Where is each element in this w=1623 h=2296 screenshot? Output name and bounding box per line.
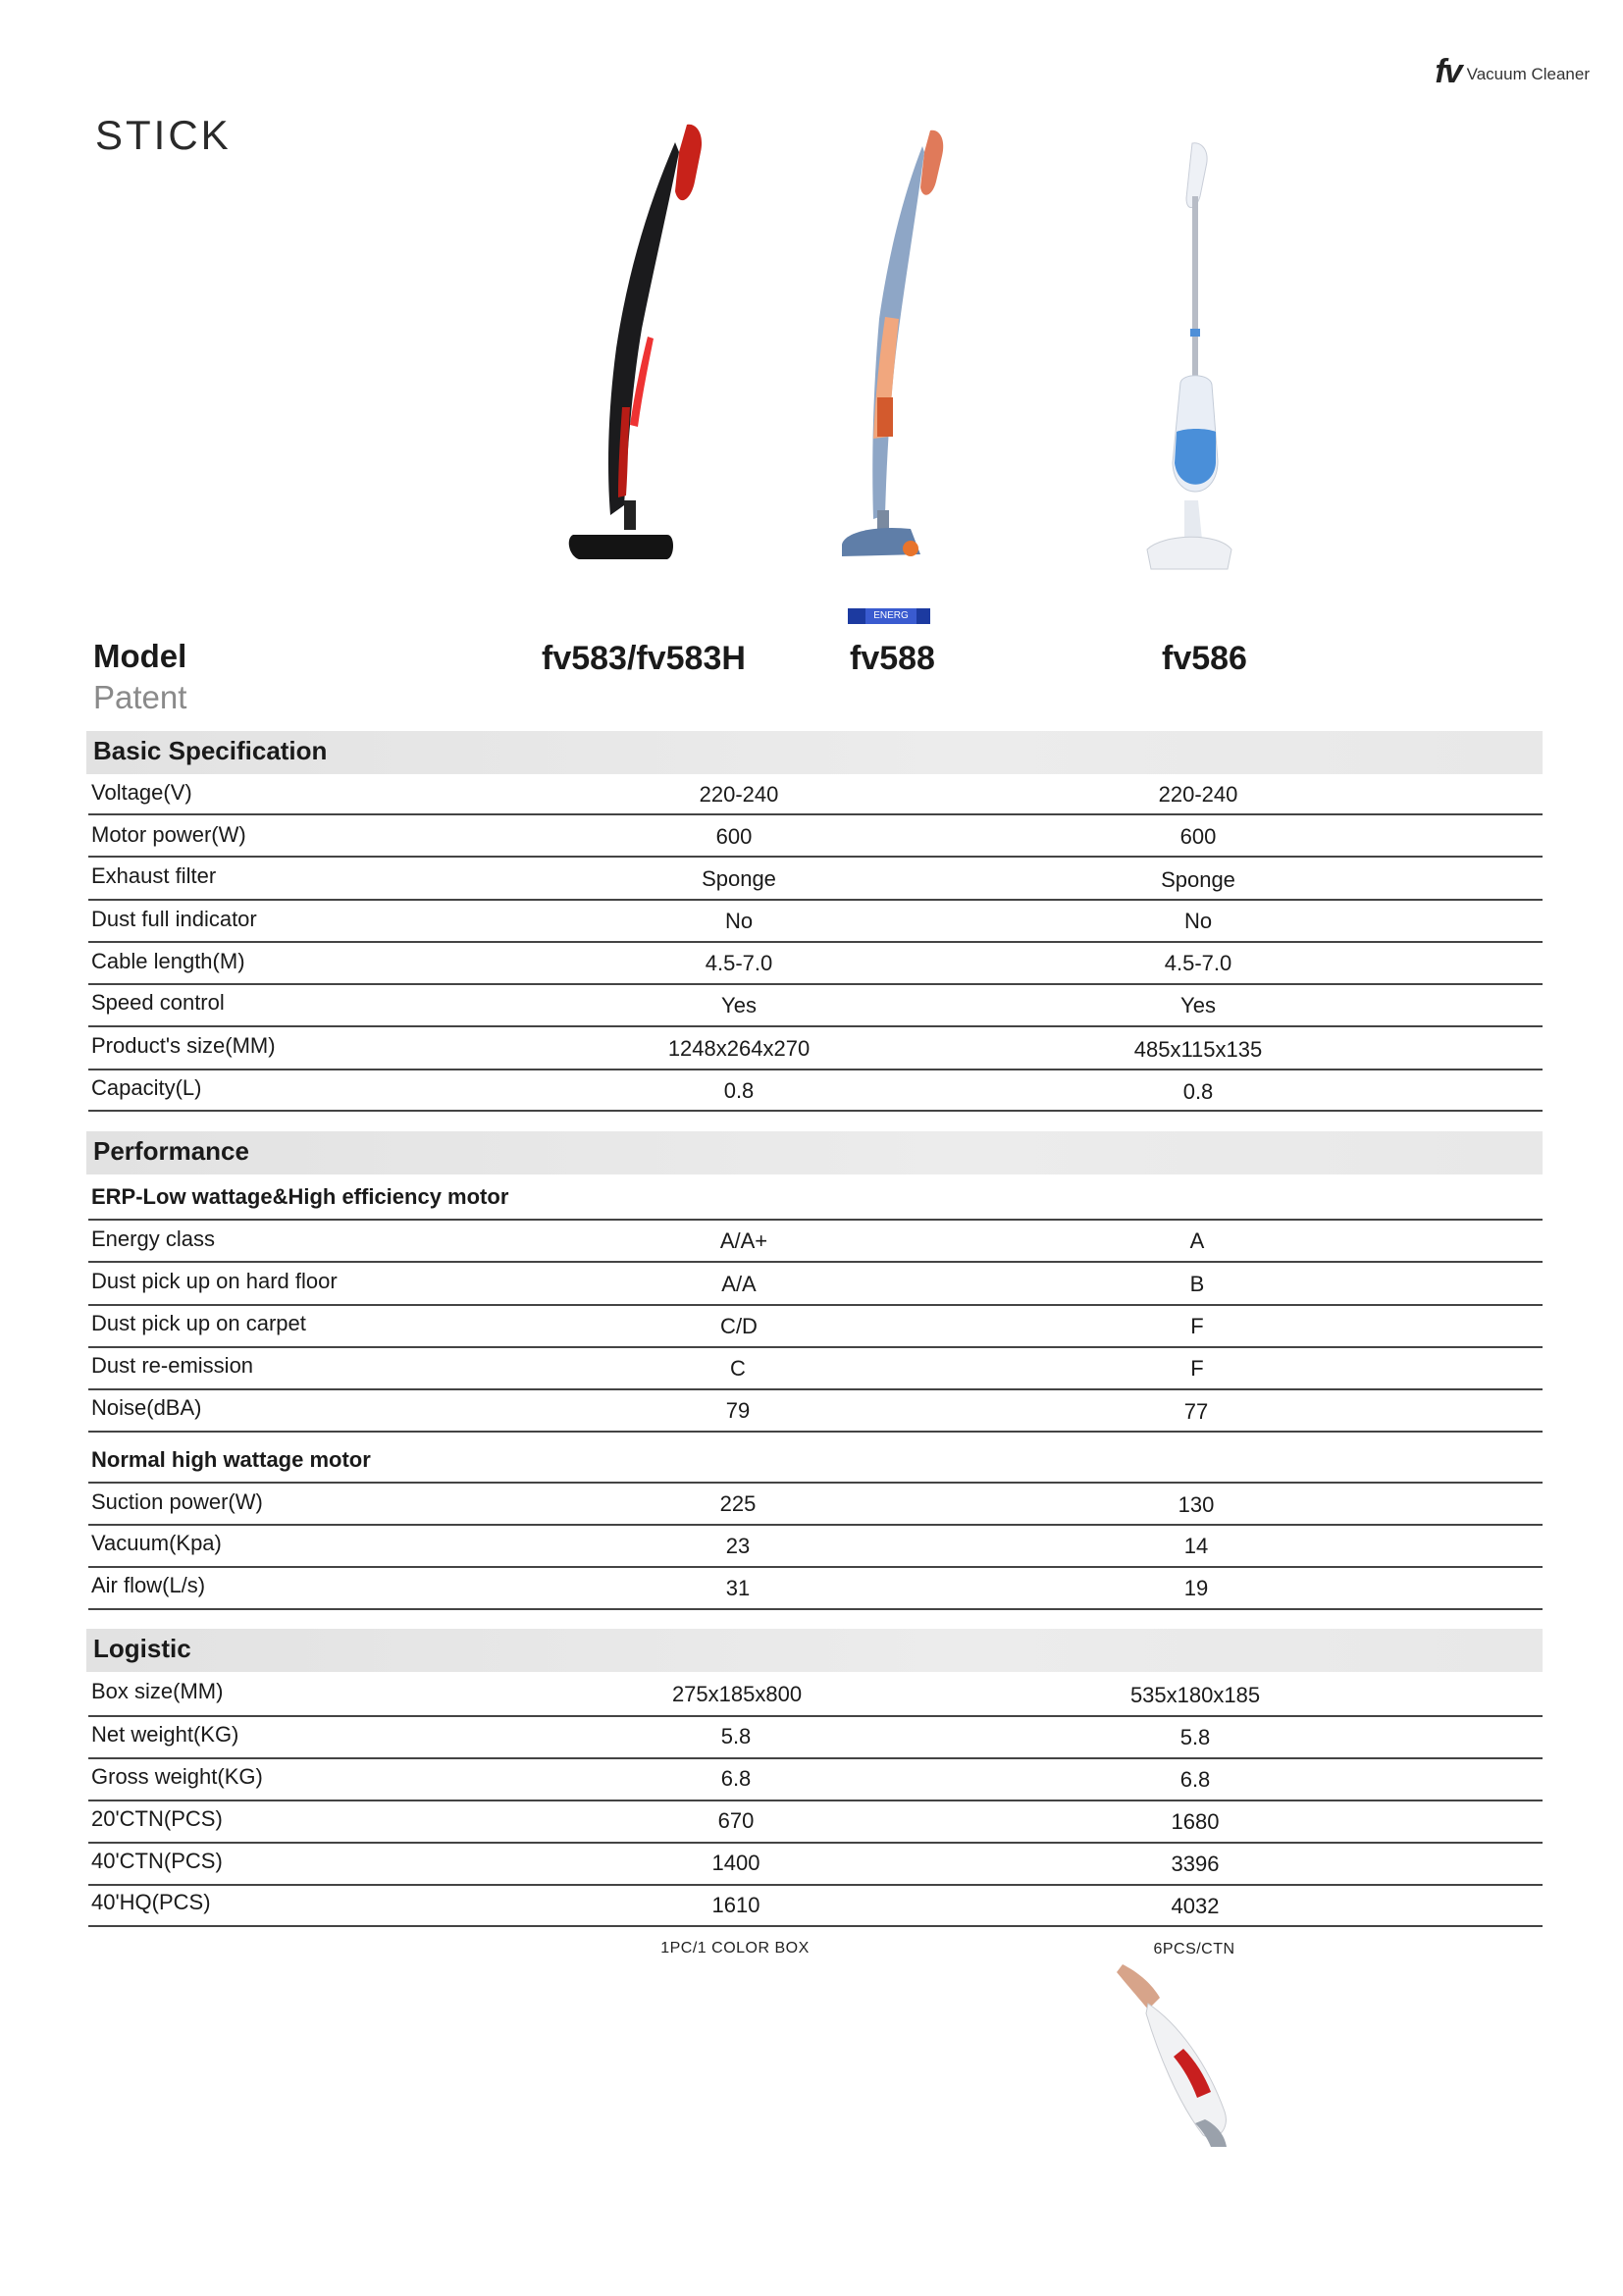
patent-label: Patent xyxy=(93,679,187,715)
spec-value: 1610 xyxy=(711,1893,760,1917)
spec-value: 5.8 xyxy=(720,1724,752,1748)
spec-value: 220-240 xyxy=(699,782,779,807)
row-divider xyxy=(88,1110,1543,1112)
spec-value: C/D xyxy=(720,1314,758,1338)
packaging-note-col1: 1PC/1 COLOR BOX xyxy=(660,1940,810,1957)
spec-value: Sponge xyxy=(702,866,776,891)
brand xyxy=(1435,55,1590,88)
row-divider xyxy=(88,1025,1543,1027)
spec-value: 19 xyxy=(1183,1576,1209,1600)
product-image-fv586 xyxy=(1133,137,1251,589)
spec-label: 40'CTN(PCS) xyxy=(91,1849,223,1873)
spec-value: 4.5-7.0 xyxy=(705,951,773,975)
spec-label: Dust full indicator xyxy=(91,907,257,931)
row-divider xyxy=(88,1715,1543,1717)
row-divider xyxy=(88,1304,1543,1306)
row-divider xyxy=(88,1431,1543,1433)
section-title-performance: Performance xyxy=(93,1136,249,1166)
spec-value: Sponge xyxy=(1161,867,1235,892)
spec-value: 5.8 xyxy=(1179,1725,1211,1749)
spec-label: Dust pick up on carpet xyxy=(91,1311,306,1335)
section-band-logistic xyxy=(86,1629,1543,1672)
spec-value: 225 xyxy=(719,1491,757,1516)
row-divider xyxy=(88,1482,1543,1484)
row-divider xyxy=(88,1800,1543,1801)
spec-label: Cable length(M) xyxy=(91,949,245,973)
spec-value: 3396 xyxy=(1171,1852,1220,1876)
row-divider xyxy=(88,1608,1543,1610)
spec-label: Exhaust filter xyxy=(91,863,217,888)
model-name-fv588: fv588 xyxy=(850,640,935,677)
model-label: Model xyxy=(93,638,187,674)
spec-label: Capacity(L) xyxy=(91,1075,202,1100)
spec-value: 31 xyxy=(725,1576,751,1600)
spec-label: Dust pick up on hard floor xyxy=(91,1269,338,1293)
row-divider xyxy=(88,856,1543,858)
spec-label: Suction power(W) xyxy=(91,1489,263,1514)
spec-label: Noise(dBA) xyxy=(91,1395,202,1420)
spec-value: A xyxy=(1189,1228,1205,1253)
row-divider xyxy=(88,1884,1543,1886)
spec-value: No xyxy=(1183,909,1213,933)
spec-value: 275x185x800 xyxy=(671,1682,803,1706)
spec-value: 130 xyxy=(1178,1492,1215,1517)
row-divider xyxy=(88,1842,1543,1844)
spec-value: 485x115x135 xyxy=(1133,1037,1263,1062)
row-divider xyxy=(88,1219,1543,1221)
spec-value: 6.8 xyxy=(1179,1767,1211,1792)
section-band-performance xyxy=(86,1131,1543,1174)
subsection-title-erp: ERP-Low wattage&High efficiency motor xyxy=(91,1184,509,1209)
row-divider xyxy=(88,941,1543,943)
row-divider xyxy=(88,1524,1543,1526)
row-divider xyxy=(88,899,1543,901)
row-divider xyxy=(88,1388,1543,1390)
spec-value: F xyxy=(1190,1356,1204,1381)
spec-label: 20'CTN(PCS) xyxy=(91,1806,223,1831)
section-title-basic: Basic Specification xyxy=(93,736,328,765)
row-divider xyxy=(88,1069,1543,1070)
spec-value: 1400 xyxy=(711,1851,760,1875)
subsection-title-normal: Normal high wattage motor xyxy=(91,1447,371,1472)
spec-value: 220-240 xyxy=(1158,782,1238,807)
spec-value: 670 xyxy=(717,1808,755,1833)
model-name-fv586: fv586 xyxy=(1162,640,1247,677)
spec-label: Gross weight(KG) xyxy=(91,1764,263,1789)
brand-text: Vacuum Cleaner xyxy=(1466,65,1590,83)
spec-label: Dust re-emission xyxy=(91,1353,254,1378)
row-divider xyxy=(88,813,1543,815)
packaging-note-col2: 6PCS/CTN xyxy=(1153,1941,1235,1957)
row-divider xyxy=(88,1261,1543,1263)
row-divider xyxy=(88,1925,1543,1927)
spec-value: 0.8 xyxy=(1182,1079,1214,1104)
spec-value: C xyxy=(730,1356,746,1381)
spec-value: 14 xyxy=(1183,1534,1209,1558)
spec-label: Air flow(L/s) xyxy=(91,1573,206,1597)
spec-value: 79 xyxy=(725,1398,751,1423)
spec-value: 4.5-7.0 xyxy=(1164,951,1232,975)
product-image-fv583 xyxy=(559,113,716,584)
spec-value: Yes xyxy=(721,993,757,1018)
category-title: STICK xyxy=(95,112,232,158)
row-divider xyxy=(88,1346,1543,1348)
model-name-fv583: fv583/fv583H xyxy=(542,640,746,677)
row-divider xyxy=(88,983,1543,985)
spec-value: A/A xyxy=(721,1272,757,1296)
spec-label: Net weight(KG) xyxy=(91,1722,239,1747)
spec-value: Yes xyxy=(1180,993,1216,1018)
spec-value: 4032 xyxy=(1171,1894,1220,1918)
spec-value: 6.8 xyxy=(720,1766,752,1791)
spec-label: Motor power(W) xyxy=(91,822,246,847)
spec-value: No xyxy=(724,909,754,933)
spec-label: Speed control xyxy=(91,990,225,1015)
spec-label: Vacuum(Kpa) xyxy=(91,1531,222,1555)
spec-value: 600 xyxy=(1179,824,1217,849)
spec-label: Product's size(MM) xyxy=(91,1033,276,1058)
handheld-vacuum-image xyxy=(1109,1955,1256,2151)
row-divider xyxy=(88,1757,1543,1759)
spec-value: A/A+ xyxy=(719,1228,768,1253)
spec-value: 535x180x185 xyxy=(1129,1683,1261,1707)
spec-value: 600 xyxy=(715,824,753,849)
spec-value: 1680 xyxy=(1171,1809,1220,1834)
spec-label: 40'HQ(PCS) xyxy=(91,1890,211,1914)
energy-badge-text: ENERG xyxy=(865,608,916,624)
brand-logo: fv xyxy=(1435,53,1461,90)
spec-value: 23 xyxy=(725,1534,751,1558)
spec-label: Box size(MM) xyxy=(91,1679,224,1703)
spec-value: 0.8 xyxy=(723,1078,755,1103)
section-title-logistic: Logistic xyxy=(93,1634,191,1663)
spec-value: 1248x264x270 xyxy=(667,1036,811,1061)
spec-value: B xyxy=(1189,1272,1205,1296)
spec-label: Energy class xyxy=(91,1226,215,1251)
energy-label-badge xyxy=(848,608,930,624)
spec-value: 77 xyxy=(1183,1399,1209,1424)
spec-label: Voltage(V) xyxy=(91,780,192,805)
spec-value: F xyxy=(1190,1314,1204,1338)
product-image-fv588 xyxy=(834,123,962,594)
row-divider xyxy=(88,1566,1543,1568)
